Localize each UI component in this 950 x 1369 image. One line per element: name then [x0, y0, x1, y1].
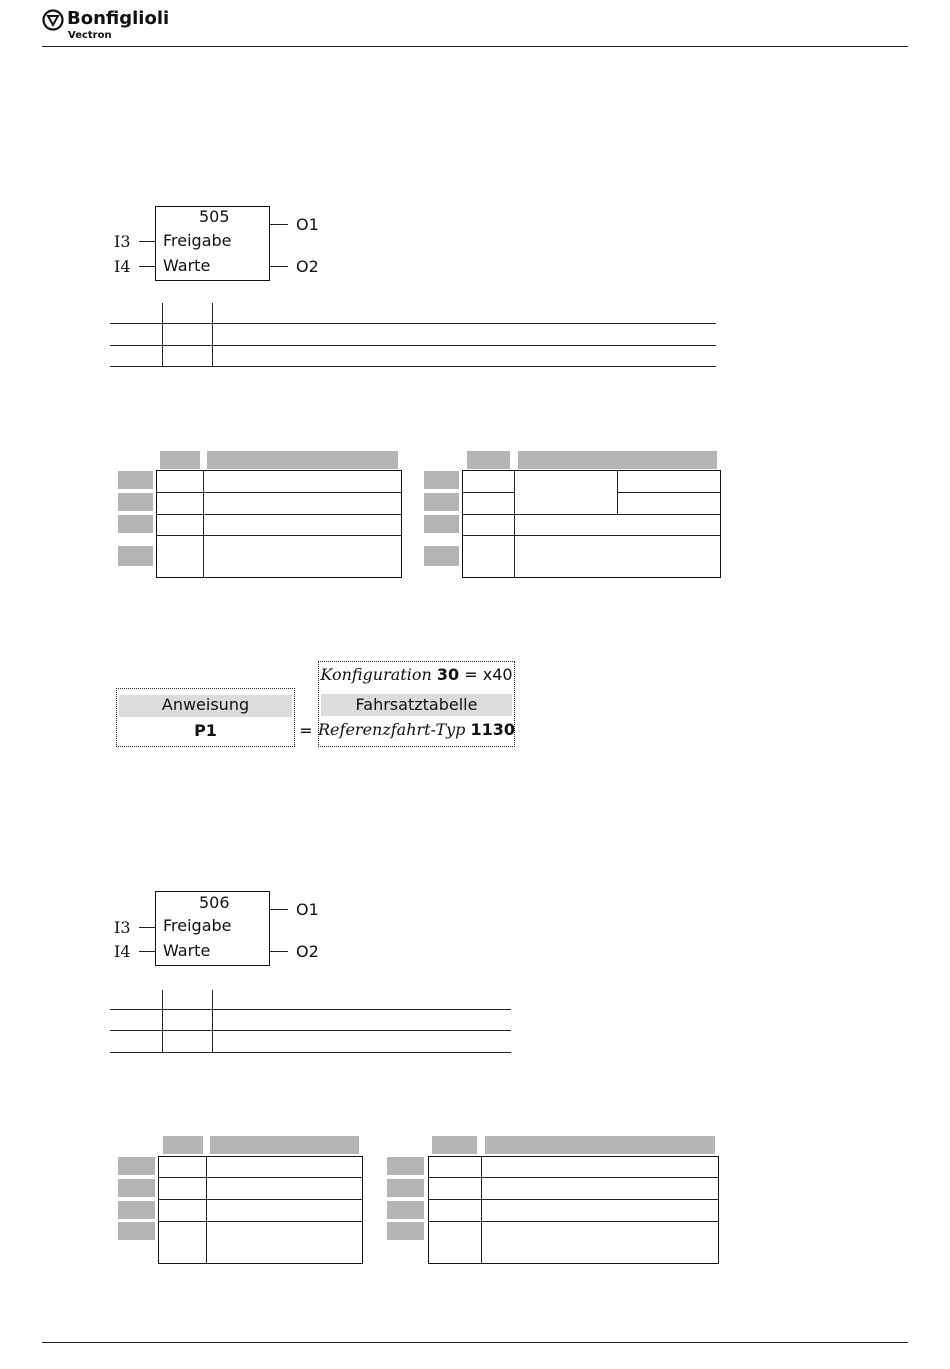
pin-o1: O1	[296, 215, 319, 234]
bonfiglioli-logo-icon	[42, 9, 64, 31]
pin-o2: O2	[296, 942, 319, 961]
pin-o1: O1	[296, 900, 319, 919]
pin-i4: I4	[114, 942, 131, 961]
config-line	[318, 664, 515, 686]
reference-value: 1130	[470, 720, 516, 739]
input-label-enable: Freigabe	[163, 916, 232, 935]
block-number: 505	[199, 207, 230, 226]
instruction-value: P1	[194, 721, 217, 740]
brand-subname: Vectron	[68, 30, 112, 41]
config-value: 30	[436, 665, 460, 684]
pin-i4: I4	[114, 257, 131, 276]
input-label-wait: Warte	[163, 256, 211, 275]
config-suffix: = x40	[464, 665, 513, 684]
config-prefix: Konfiguration	[320, 665, 432, 684]
input-label-enable: Freigabe	[163, 231, 232, 250]
footer-rule	[42, 1342, 908, 1343]
input-label-wait: Warte	[163, 941, 211, 960]
brand-name: Bonfiglioli	[67, 8, 170, 29]
reference-prefix: Referenzfahrt-Typ	[318, 720, 466, 739]
table-label: Fahrsatztabelle	[355, 695, 478, 714]
header-rule	[42, 46, 908, 47]
pin-o2: O2	[296, 257, 319, 276]
pin-i3: I3	[114, 232, 131, 251]
brand-logo	[42, 8, 170, 44]
pin-i3: I3	[114, 918, 131, 937]
reference-line	[318, 719, 515, 741]
equals-sign: =	[299, 721, 313, 740]
instruction-label: Anweisung	[161, 695, 250, 714]
block-number: 506	[199, 893, 230, 912]
